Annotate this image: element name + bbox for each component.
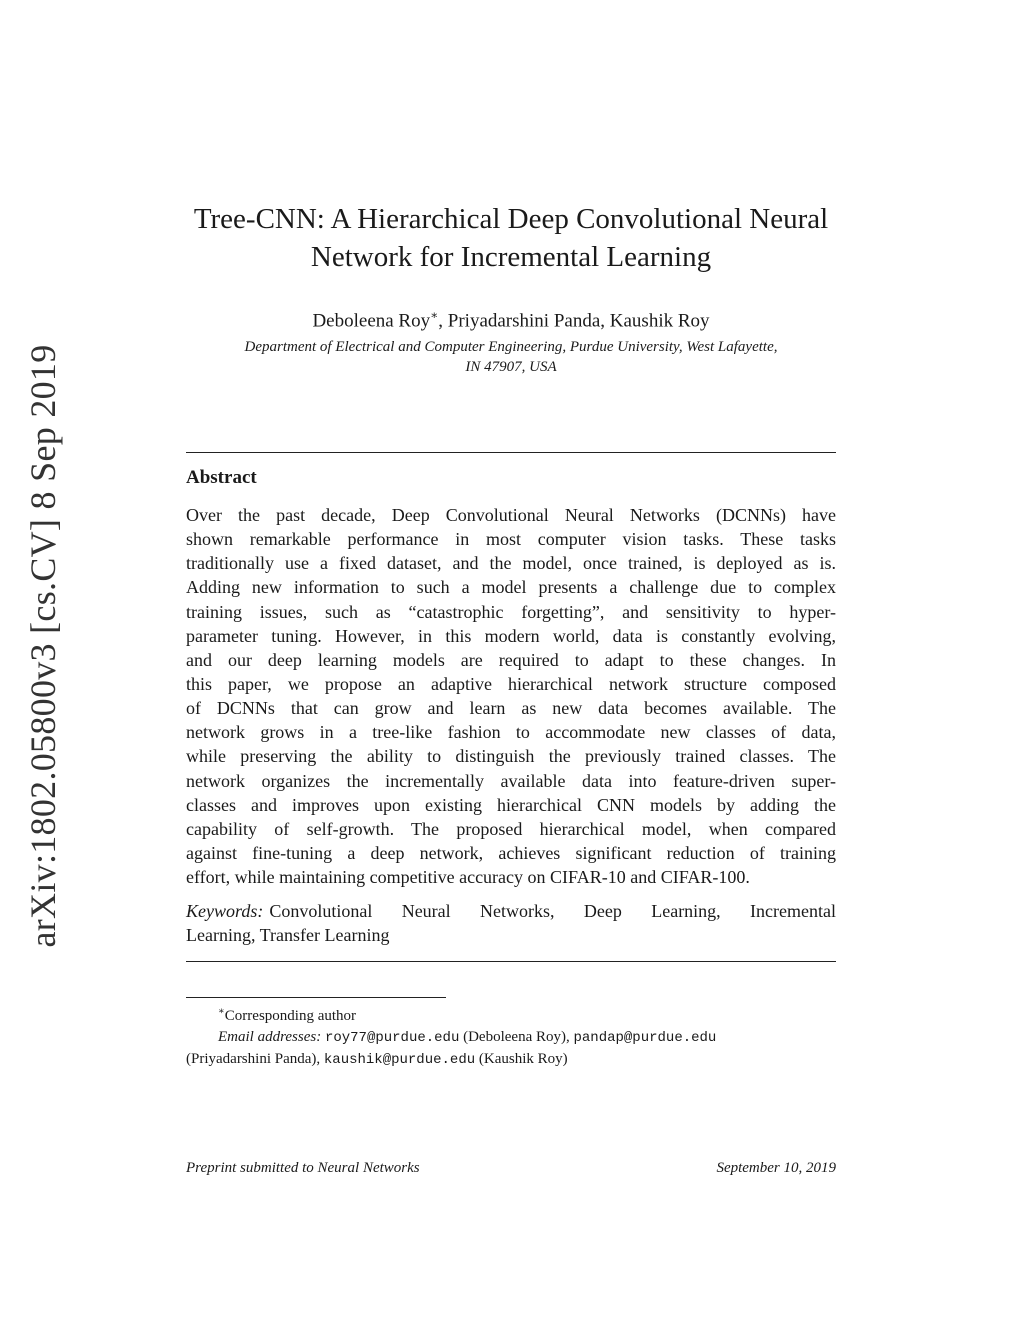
abstract-line: network grows in a tree-like fashion to accommodate new classes of data, bbox=[186, 722, 836, 743]
email-owner-1: (Deboleena Roy), bbox=[459, 1029, 574, 1045]
keywords-line-2: Learning, Transfer Learning bbox=[186, 925, 390, 946]
affiliation-line-2: IN 47907, USA bbox=[465, 359, 557, 375]
abstract-top-rule bbox=[186, 452, 836, 453]
author-rest: , Priyadarshini Panda, Kaushik Roy bbox=[438, 310, 710, 332]
keywords-label: Keywords: bbox=[186, 901, 264, 921]
paper-title bbox=[186, 200, 836, 276]
footnote-emails-line-2 bbox=[186, 1049, 836, 1071]
affiliation-line-1: Department of Electrical and Computer Engineering, Purdue University, West Lafayette, bbox=[244, 339, 778, 355]
abstract-line: this paper, we propose an adaptive hierarchical network structure composed bbox=[186, 673, 836, 694]
abstract-line: Over the past decade, Deep Convolutional Neural Networks (DCNNs) have bbox=[186, 505, 836, 525]
footnote-emails-line-1 bbox=[186, 1027, 836, 1049]
abstract-line: against fine-tuning a deep network, achieves significant reduction of training bbox=[186, 842, 836, 863]
abstract-line: parameter tuning. However, in this modern world, data is constantly evolving, bbox=[186, 625, 836, 646]
email-owner-3: (Kaushik Roy) bbox=[475, 1051, 568, 1067]
preprint-note: Preprint submitted to Neural Networks bbox=[186, 1160, 420, 1176]
abstract-line: network organizes the incrementally available data into feature-driven super- bbox=[186, 770, 836, 791]
affiliation bbox=[186, 337, 836, 377]
abstract-line: capability of self-growth. The proposed hierarchical model, when compared bbox=[186, 818, 836, 839]
email-link-kaushik[interactable]: kaushik@purdue.edu bbox=[323, 1052, 476, 1068]
author-list bbox=[186, 303, 836, 333]
abstract-line: effort, while maintaining competitive accuracy on CIFAR-10 and CIFAR-100. bbox=[186, 867, 750, 888]
footnote bbox=[186, 1001, 836, 1071]
abstract-line: shown remarkable performance in most computer vision tasks. These tasks bbox=[186, 529, 836, 550]
abstract-line: of DCNNs that can grow and learn as new data becomes available. The bbox=[186, 698, 836, 719]
email-link-pandap[interactable]: pandap@purdue.edu bbox=[573, 1030, 717, 1046]
corresponding-mark: ∗ bbox=[430, 308, 439, 322]
title-line-2: Network for Incremental Learning bbox=[310, 241, 712, 273]
footnote-corresponding bbox=[186, 1001, 836, 1027]
footnote-rule bbox=[186, 997, 446, 998]
abstract-body bbox=[186, 503, 836, 889]
abstract-line: while preserving the ability to distinguish the previously trained classes. The bbox=[186, 746, 836, 767]
abstract-heading: Abstract bbox=[186, 467, 257, 488]
abstract-line: training issues, such as “catastrophic forgetting”, and sensitivity to hyper- bbox=[186, 601, 836, 622]
email-label: Email addresses: bbox=[218, 1029, 322, 1045]
abstract-line: traditionally use a fixed dataset, and the model, once trained, is deployed as is. bbox=[186, 553, 836, 574]
keywords bbox=[186, 899, 836, 947]
abstract-bottom-rule bbox=[186, 961, 836, 962]
email-owner-2: (Priyadarshini Panda), bbox=[186, 1051, 324, 1067]
arxiv-identifier-stamp: arXiv:1802.05800v3 [cs.CV] 8 Sep 2019 bbox=[23, 344, 63, 948]
author-first: Deboleena Roy bbox=[312, 310, 431, 332]
abstract-line: classes and improves upon existing hierarchical CNN models by adding the bbox=[186, 794, 836, 815]
abstract-line: and our deep learning models are required to adapt to these changes. In bbox=[186, 649, 836, 670]
abstract-line: Adding new information to such a model presents a challenge due to complex bbox=[186, 577, 836, 598]
footnote-corresponding-text: Corresponding author bbox=[224, 1008, 357, 1024]
title-line-1: Tree-CNN: A Hierarchical Deep Convolutional Neural bbox=[193, 203, 829, 235]
keywords-line-1: Convolutional Neural Networks, Deep Learning, Incremental bbox=[269, 901, 836, 921]
footnote-mark: ∗ bbox=[218, 1006, 225, 1017]
preprint-date: September 10, 2019 bbox=[716, 1160, 836, 1176]
email-link-roy77[interactable]: roy77@purdue.edu bbox=[324, 1030, 460, 1046]
